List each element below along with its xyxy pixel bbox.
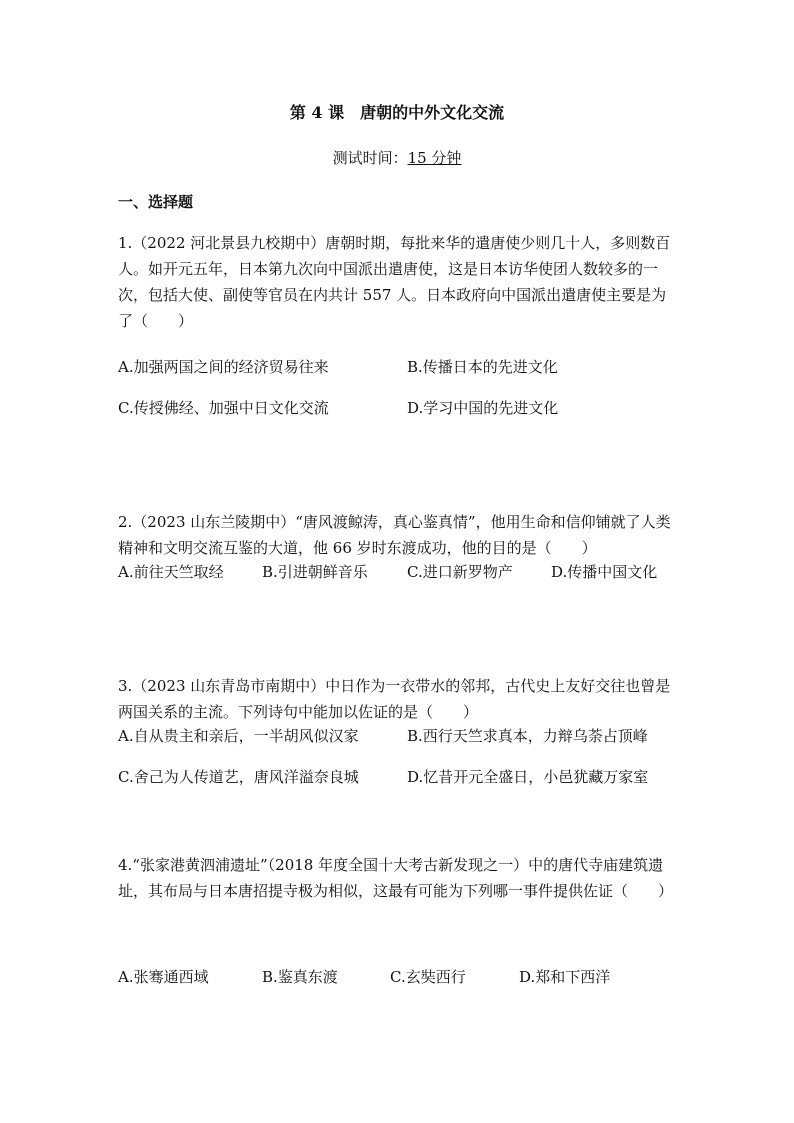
test-time-label: 测试时间： xyxy=(332,149,408,167)
option-d: D.忆昔开元全盛日，小邑犹藏万家室 xyxy=(407,768,649,786)
option-a: A.加强两国之间的经济贸易往来 xyxy=(118,358,329,376)
option-b: B.传播日本的先进文化 xyxy=(407,358,558,376)
option-b: B.鉴真东渡 xyxy=(262,968,338,986)
question-1 xyxy=(118,230,676,334)
option-d: D.郑和下西洋 xyxy=(519,968,611,986)
option-a: A.前往天竺取经 xyxy=(118,563,224,581)
option-d: D.传播中国文化 xyxy=(551,563,658,581)
option-c: C.玄奘西行 xyxy=(390,968,466,986)
question-stem: 1.（2022 河北景县九校期中）唐朝时期，每批来华的遣唐使少则几十人，多则数百人。如开元五年，日本第九次向中国派出遣唐使，这是日本访华使团人数较多的一次，包括大使、副使等官员在内共计 557 人。日本政府向中国派出遣唐使主要是为了（ ） xyxy=(118,234,671,330)
question-1-options xyxy=(118,356,678,438)
option-a: A.张骞通西域 xyxy=(118,968,209,986)
question-stem: 3.（2023 山东青岛市南期中）中日作为一衣带水的邻邦，古代史上友好交往也曾是两国关系的主流。下列诗句中能加以佐证的是（ ） xyxy=(118,677,671,721)
section-heading: 一、选择题 xyxy=(118,193,194,211)
question-2-options xyxy=(118,561,678,585)
option-d: D.学习中国的先进文化 xyxy=(407,399,559,417)
option-c: C.传授佛经、加强中日文化交流 xyxy=(118,399,329,417)
question-2 xyxy=(118,509,676,561)
option-a: A.自从贵主和亲后，一半胡风似汉家 xyxy=(118,727,359,745)
question-stem: 2.（2023 山东兰陵期中）“唐风渡鲸涛，真心鉴真情”，他用生命和信仰铺就了人类精神和文明交流互鉴的大道，他 66 岁时东渡成功，他的目的是（ ） xyxy=(118,513,671,557)
question-4-options xyxy=(118,966,678,990)
test-time xyxy=(0,147,794,168)
option-c: C.进口新罗物产 xyxy=(407,563,513,581)
option-c: C.舍己为人传道艺，唐风洋溢奈良城 xyxy=(118,768,359,786)
question-stem: 4.“张家港黄泗浦遗址”（2018 年度全国十大考古新发现之一）中的唐代寺庙建筑遗址，其布局与日本唐招提寺极为相似，这最有可能为下列哪一事件提供佐证（ ） xyxy=(118,856,674,900)
option-b: B.西行天竺求真本，力辩乌荼占顶峰 xyxy=(407,727,648,745)
question-4 xyxy=(118,852,676,904)
option-b: B.引进朝鲜音乐 xyxy=(262,563,368,581)
test-time-value: 15 分钟 xyxy=(407,149,462,167)
question-3 xyxy=(118,673,676,725)
question-3-options xyxy=(118,725,678,807)
page-title: 第 4 课 唐朝的中外文化交流 xyxy=(289,103,505,122)
